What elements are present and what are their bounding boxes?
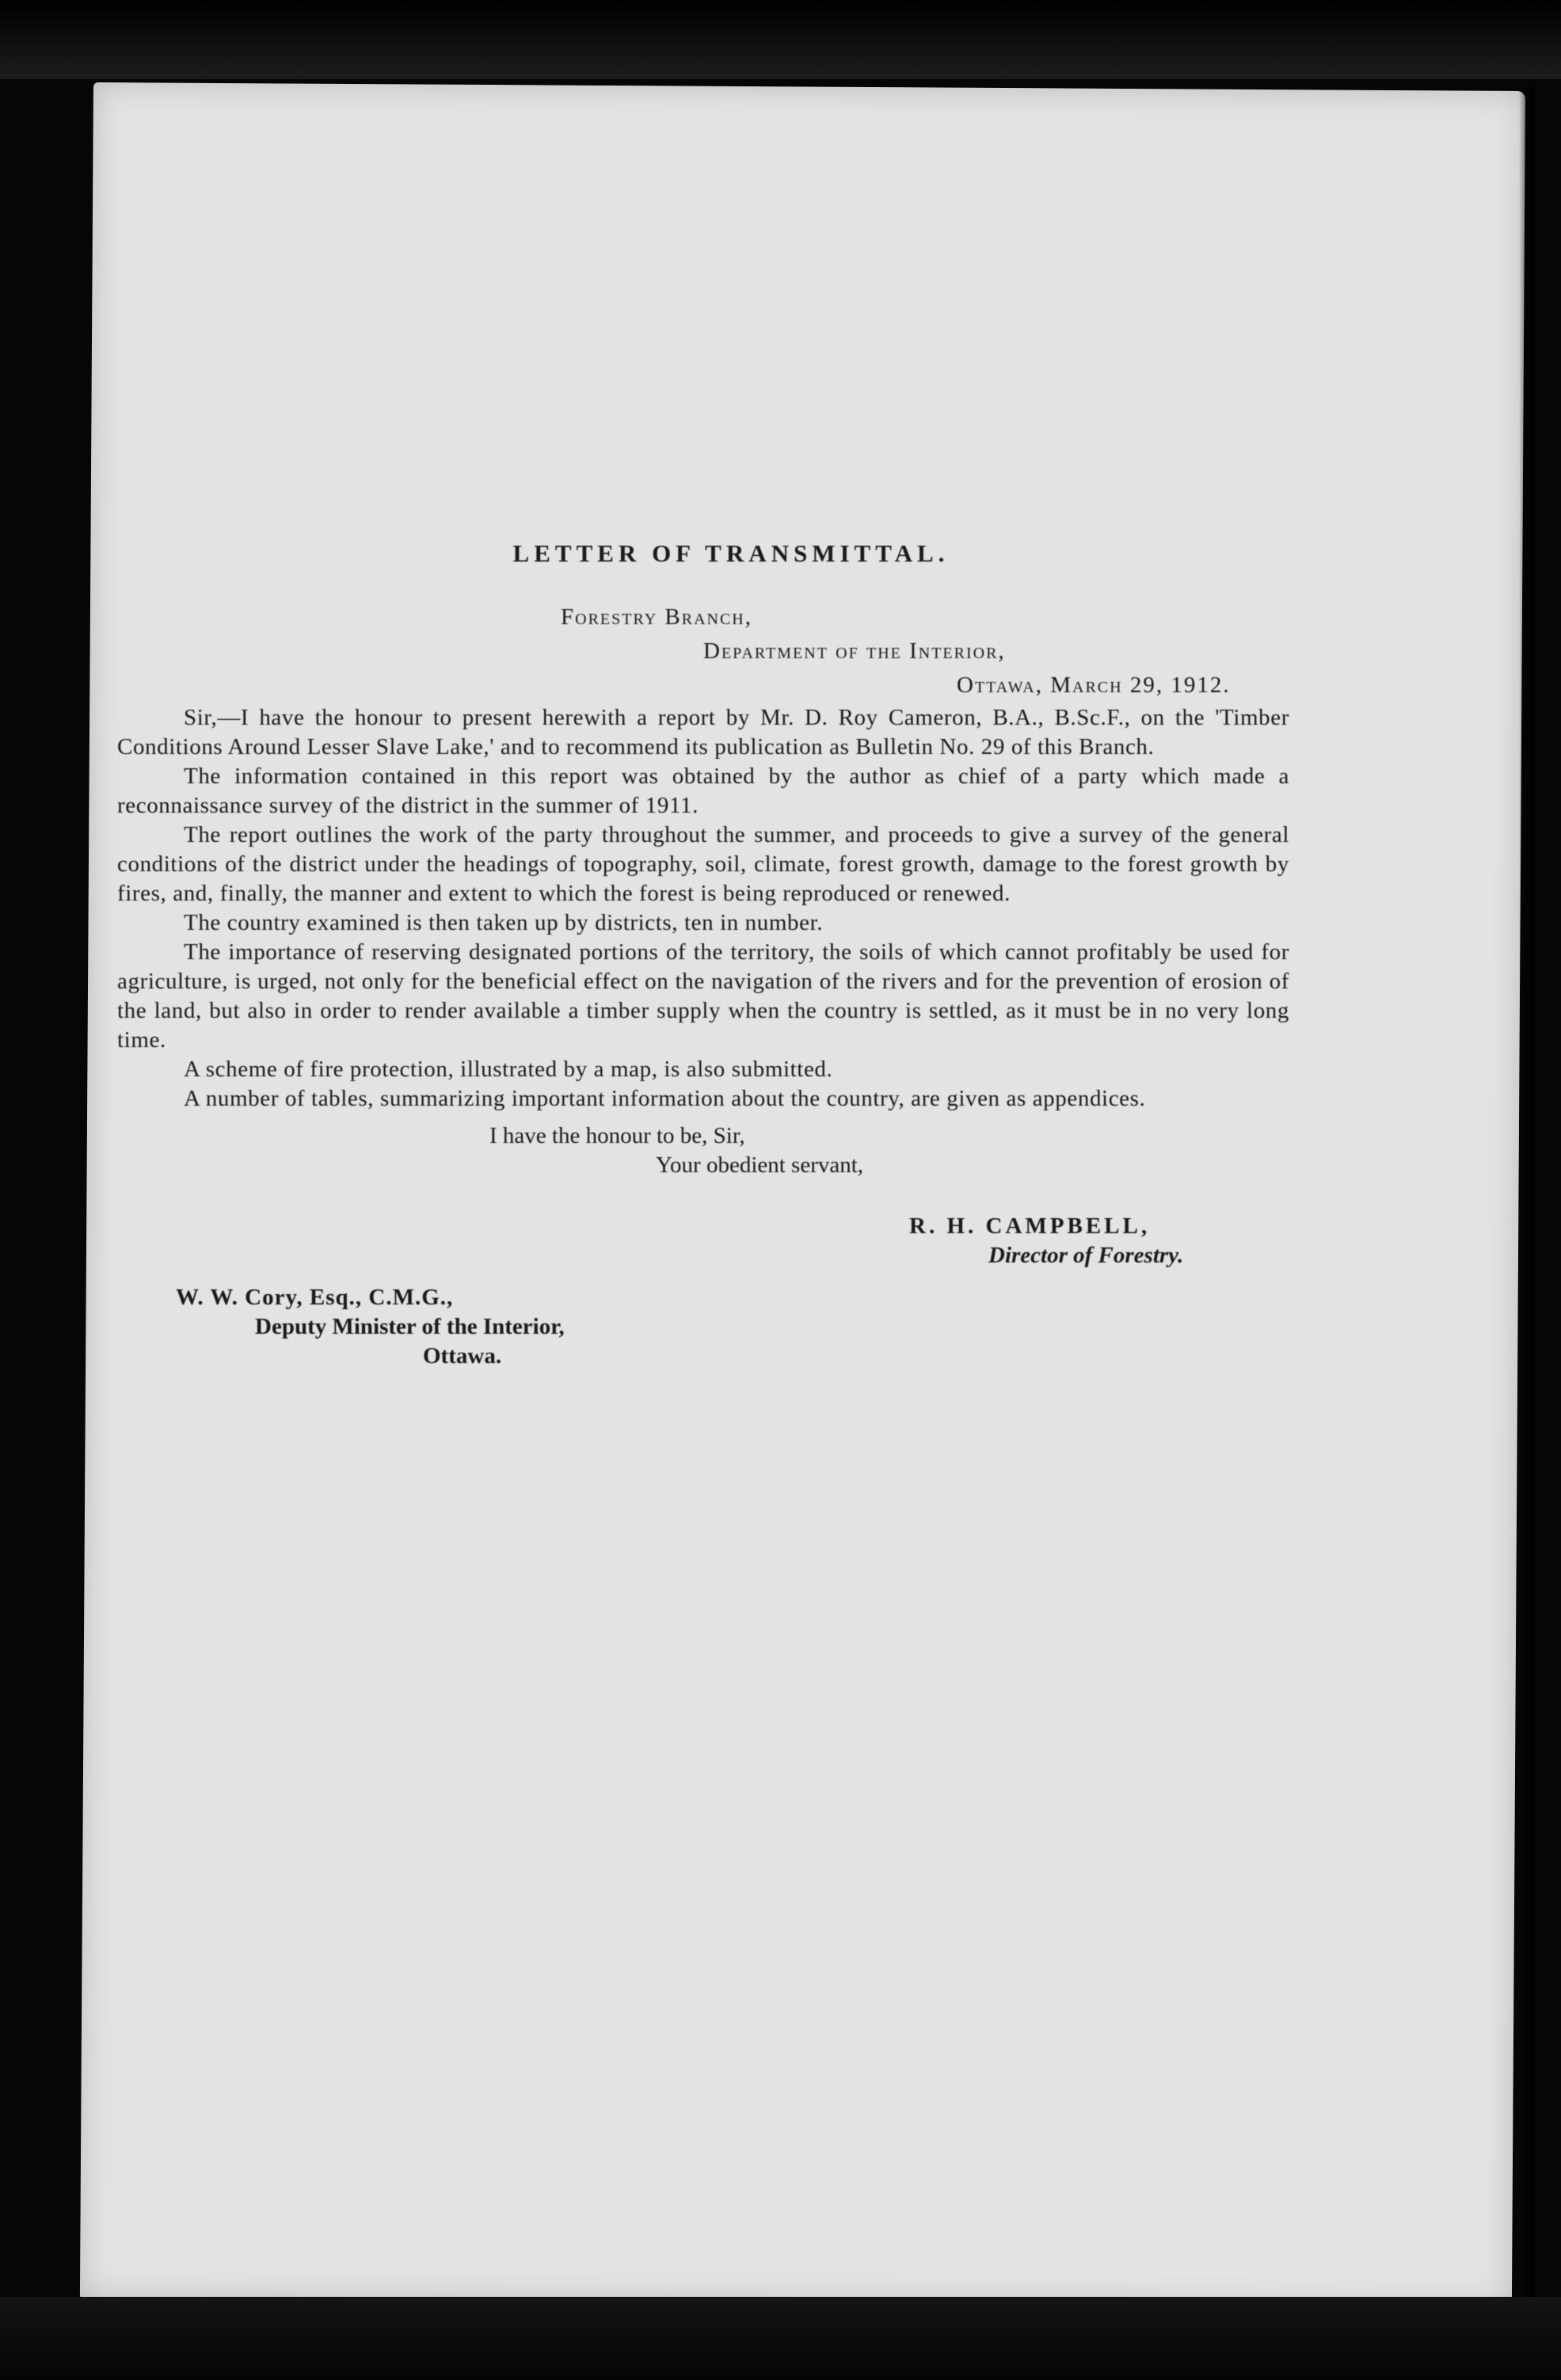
- letter-of-transmittal: [117, 539, 1289, 1371]
- paragraph-outline: The report outlines the work of the party throughout the summer, and proceeds to give a survey of the general conditions of the district under the headings of topography, soil, climate, forest growth, damage to the forest growth by fires, and, finally, the manner and extent to which the forest is being reproduced or renewed.: [117, 822, 1289, 906]
- paragraph-tables: A number of tables, summarizing important information about the country, are given as appendices.: [184, 1086, 1146, 1111]
- addressee-city: Ottawa.: [423, 1343, 502, 1369]
- paragraph-districts: The country examined is then taken up by districts, ten in number.: [184, 910, 824, 935]
- addressee-name: W. W. Cory, Esq., C.M.G.,: [176, 1285, 454, 1310]
- scan-border-top: [0, 0, 1561, 79]
- page-edge-shadow: [1519, 87, 1535, 2305]
- paragraph-fire-protection: A scheme of fire protection, illustrated by a map, is also submitted.: [184, 1057, 833, 1082]
- closing-line-honour: I have the honour to be, Sir,: [489, 1123, 745, 1148]
- paragraph-information: The information contained in this report was obtained by the author as chief of a party which made a reconnaissance survey of the district in the summer of 1911.: [117, 764, 1289, 818]
- signature-title: Director of Forestry.: [988, 1243, 1184, 1268]
- closing-line-servant: Your obedient servant,: [656, 1152, 864, 1178]
- signature-name: R. H. CAMPBELL,: [909, 1213, 1151, 1239]
- address-line-branch: Forestry Branch,: [561, 604, 753, 630]
- paragraph-importance: The importance of reserving designated portions of the territory, the soils of which cannot profitably be used for agriculture, is urged, not only for the beneficial effect on the navigation of the rivers and for the prevention of erosion of the land, but also in order to render available a timber supply when the country is settled, as it must be in no very long time.: [117, 939, 1289, 1053]
- letter-heading: LETTER OF TRANSMITTAL.: [512, 539, 950, 567]
- address-line-date: Ottawa, March 29, 1912.: [957, 672, 1231, 698]
- address-line-department: Department of the Interior,: [703, 638, 1006, 664]
- addressee-position: Deputy Minister of the Interior,: [255, 1314, 565, 1339]
- scan-border-bottom: [0, 2297, 1561, 2380]
- paragraph-salutation: Sir,—I have the honour to present herewith a report by Mr. D. Roy Cameron, B.A., B.Sc.F., on the 'Timber Conditions Around Lesser Slave Lake,' and to recommend its publication as Bulletin No. 29 of this Branch.: [117, 705, 1289, 760]
